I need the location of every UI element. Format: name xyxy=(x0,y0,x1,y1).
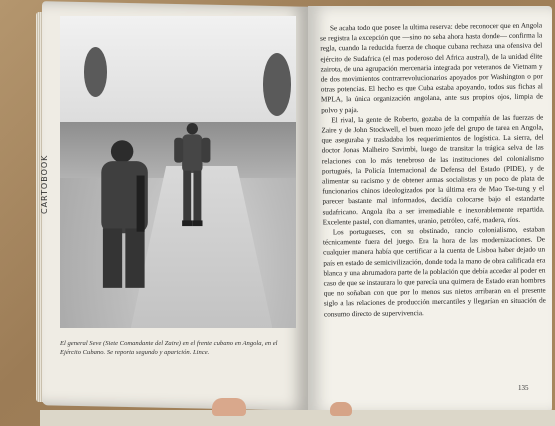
officer-figure xyxy=(164,94,221,256)
paragraph: Se acaba todo que posee la ultima reserva: debe reconocer que en Angola se registra la excepción que —sino no seba ahora hasta donde— confirma la regla, cuando la reducida fuerza de choque cubana rechaza una ofensiva del ejército de Sudafrica (el mas poderoso del Africa austral), de la unidad élite zairota, de una agrupación mercenaria integrada por veteranos de Vietnam y de dos movimientos contrarrevolucionarios apoyados por Washington o por otras potencias. El hecho es que Cuba estaba apoyando, todos sus fichas al MPLA, la única organización angolana, ante sus propios ojos, limpia de polvo y paja. xyxy=(320,21,544,115)
thumb xyxy=(212,398,246,416)
photo-tree xyxy=(263,53,291,115)
paragraph: El rival, la gente de Roberto, gozaba de la compañía de las fuerzas de Zaire y de John Stockwell, el buen mozo jefe del grupo de tarea en Angola, que aseguraba y trasladaba los requerimientos de logística. La sierra, del doctor Jonas Malheiro Savimbi, luego de transitar la trágica selva de las relaciones con lo más tenebroso de las instituciones del colonialismo portugués, la Policía Internacional de Defensa del Estado (PIDE), y de alimentar su racismo y de obtener armas socialistas y un poco de plata de funcionarios chinos ideologizados por la última era de Mao Tse-tung y el parecer bastante mal informados, decidía colocarse bajo el estandarte sudafricano. Angola iba a ser irremediable e inexorablemente repartida. Excelente pastel, con diamantes, uranio, petróleo, café, madera, ríos. xyxy=(321,113,545,227)
photo-caption: El general Seve (Siete Comandante del Zaire) en el frente cubano en Angola, en el Ejército Cubano. Se reporta segundo y aparición. Lince. xyxy=(60,340,278,356)
paragraph: Los portugueses, con su obstinado, rancio colonialismo, estaban técnicamente fuera del juego. Era la hora de las modernizaciones. De cualquier manera había que certificar a la cuenta de Lisboa haber dejado un país en estado de semicivilización, donde toda la mano de obra calificada era blanca y una abrumadora parte de la población que debía acceder al poder en caso de que se instaurara lo que parecía una quimera de Estado eran hombres que no soñaban con que por lo menos sus nietos arribaran en el presente siglo a las relaciones de producción mercantiles y llegarían en situación de consumo directo de supervivencia. xyxy=(322,225,546,319)
page-number: 135 xyxy=(518,384,529,392)
open-book xyxy=(42,4,552,416)
photo-tree xyxy=(84,47,108,97)
soldier-foreground xyxy=(74,97,154,328)
thumb xyxy=(330,402,352,416)
photograph xyxy=(60,16,296,328)
body-text xyxy=(320,20,546,319)
side-label: CARTOBOOK xyxy=(40,154,49,214)
book-bottom-edge xyxy=(40,410,555,426)
